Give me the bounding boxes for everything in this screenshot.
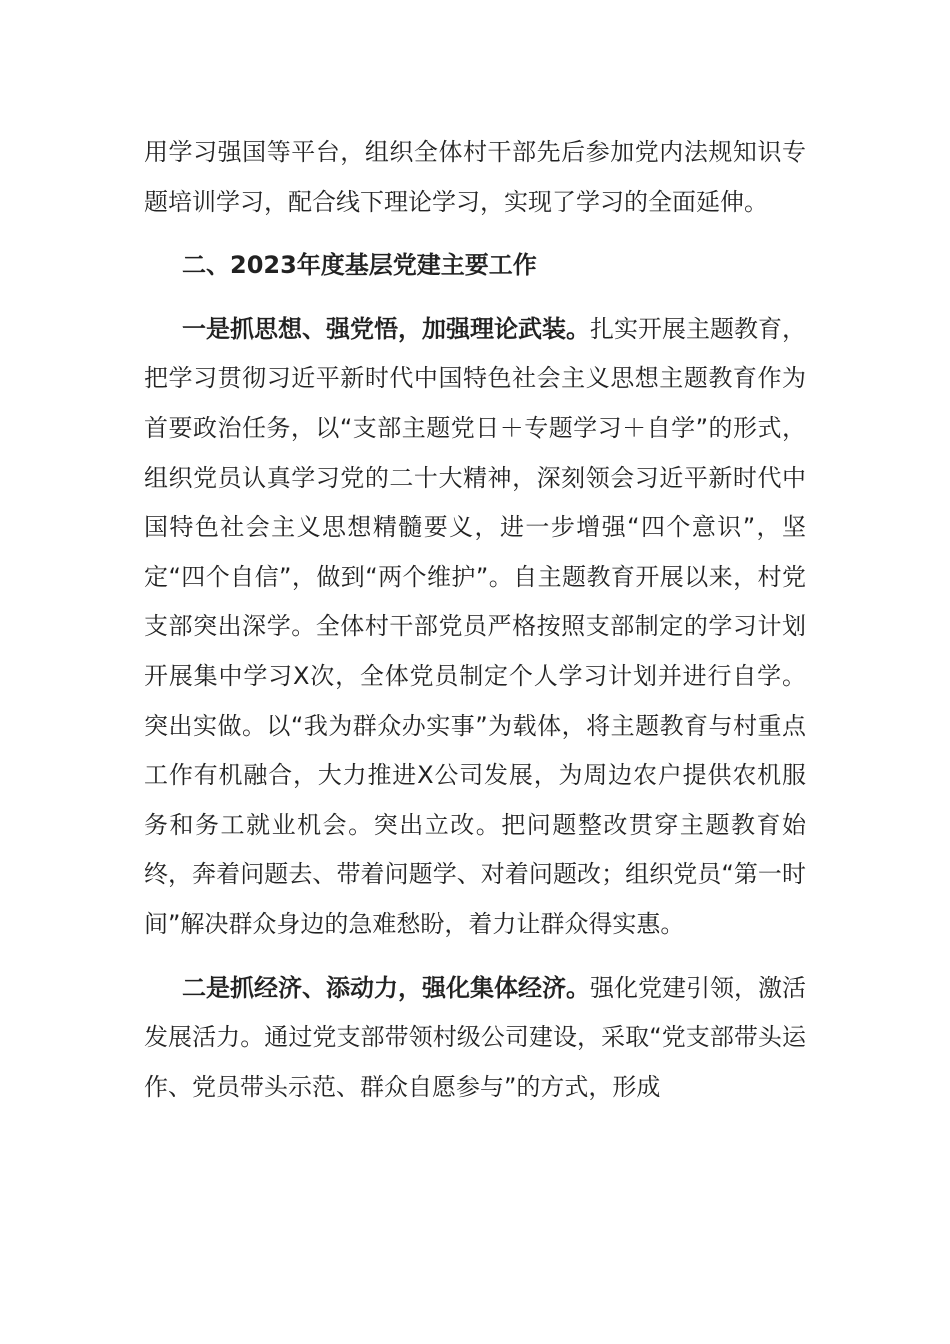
- paragraph-lead: 一是抓思想、强党悟，加强理论武装。: [182, 314, 590, 343]
- continuation-paragraph: [144, 128, 806, 227]
- paragraph-economy-work: [144, 964, 806, 1113]
- document-body: [144, 128, 806, 1112]
- section-heading: 二、2023年度基层党建主要工作: [182, 251, 537, 280]
- paragraph-body: 扎实开展主题教育，把学习贯彻习近平新时代中国特色社会主义思想主题教育作为首要政治任务，以“支部主题党日＋专题学习＋自学”的形式，组织党员认真学习党的二十大精神，深刻领会习近平新时代中国特色社会主义思想精髓要义，进一步增强“四个意识”，坚定“四个自信”，做到“两个维护”。自主题教育开展以来，村党支部突出深学。全体村干部党员严格按照支部制定的学习计划开展集中学习X次，全体党员制定个人学习计划并进行自学。突出实做。以“我为群众办实事”为载体，将主题教育与村重点工作有机融合，大力推进X公司发展，为周边农户提供农机服务和务工就业机会。突出立改。把问题整改贯穿主题教育始终，奔着问题去、带着问题学、对着问题改；组织党员“第一时间”解决群众身边的急难愁盼，着力让群众得实惠。: [144, 314, 806, 938]
- paragraph-thought-work: [144, 305, 806, 950]
- continuation-text: 用学习强国等平台，组织全体村干部先后参加党内法规知识专题培训学习，配合线下理论学习，实现了学习的全面延伸。: [144, 138, 806, 216]
- paragraph-lead: 二是抓经济、添动力，强化集体经济。: [182, 973, 590, 1002]
- paragraph-body: 强化党建引领，激活发展活力。通过党支部带领村级公司建设，采取“党支部带头运作、党员带头示范、群众自愿参与”的方式，形成: [144, 973, 806, 1101]
